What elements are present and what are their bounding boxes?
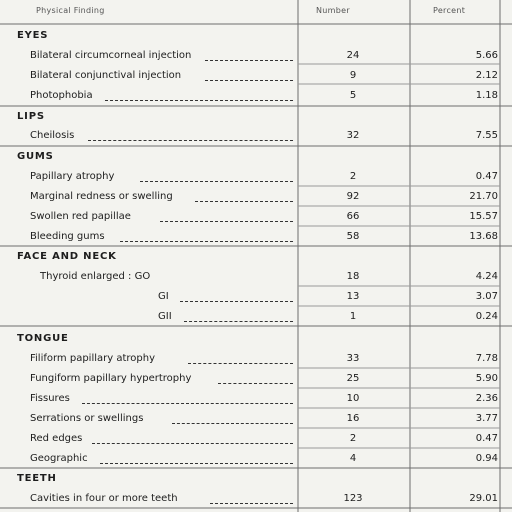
finding-percent: 0.94: [475, 453, 498, 464]
finding-label: GII: [158, 311, 172, 322]
table-row: [0, 47, 512, 65]
table-row: [0, 188, 512, 206]
finding-number: 123: [343, 493, 363, 504]
table-row: [0, 308, 512, 326]
finding-label: Cavities in four or more teeth: [30, 493, 178, 504]
table-row: [0, 208, 512, 226]
section-title-face-and-neck: FACE AND NECK: [17, 251, 117, 262]
finding-percent: 13.68: [469, 231, 498, 242]
finding-label: Fissures: [30, 393, 70, 404]
table-row: [0, 370, 512, 388]
finding-label: GI: [158, 291, 169, 302]
finding-number: 13: [346, 291, 360, 302]
section-title-gums: GUMS: [17, 151, 54, 162]
finding-percent: 3.77: [475, 413, 498, 424]
finding-label: Bilateral conjunctival injection: [30, 70, 182, 81]
section-title-eyes: EYES: [17, 30, 49, 41]
finding-number: 5: [349, 90, 357, 101]
header-finding: Physical Finding: [36, 6, 105, 15]
table-row: [0, 67, 512, 85]
finding-number: 66: [346, 211, 360, 222]
finding-label: Cheilosis: [30, 130, 75, 141]
finding-number: 32: [346, 130, 360, 141]
table-row: [0, 268, 512, 286]
finding-percent: 15.57: [469, 211, 498, 222]
table-row: [0, 87, 512, 105]
table-row: [0, 490, 512, 508]
table-row: [0, 127, 512, 145]
finding-number: 4: [349, 453, 357, 464]
finding-percent: 2.36: [475, 393, 498, 404]
finding-number: 2: [349, 433, 357, 444]
table-row: [0, 168, 512, 186]
finding-percent: 3.07: [475, 291, 498, 302]
table-row: [0, 228, 512, 246]
finding-number: 33: [346, 353, 360, 364]
finding-percent: 4.24: [475, 271, 498, 282]
section-title-tongue: TONGUE: [17, 333, 69, 344]
finding-label: Bleeding gums: [30, 231, 105, 242]
finding-label: Red edges: [30, 433, 83, 444]
finding-label: Bilateral circumcorneal injection: [30, 50, 192, 61]
finding-percent: 5.90: [475, 373, 498, 384]
table-row: [0, 430, 512, 448]
finding-percent: 0.47: [475, 433, 498, 444]
finding-label: Geographic: [30, 453, 88, 464]
finding-number: 1: [349, 311, 357, 322]
finding-label: Photophobia: [30, 90, 93, 101]
finding-number: 58: [346, 231, 360, 242]
finding-label: Swollen red papillae: [30, 211, 131, 222]
finding-label: Serrations or swellings: [30, 413, 144, 424]
finding-percent: 0.24: [475, 311, 498, 322]
finding-percent: 0.47: [475, 171, 498, 182]
finding-number: 16: [346, 413, 360, 424]
finding-label: Papillary atrophy: [30, 171, 115, 182]
finding-percent: 7.78: [475, 353, 498, 364]
finding-percent: 21.70: [469, 191, 498, 202]
finding-label: Thyroid enlarged : GO: [40, 271, 151, 282]
finding-number: 2: [349, 171, 357, 182]
section-title-teeth: TEETH: [17, 473, 57, 484]
section-title-lips: LIPS: [17, 111, 45, 122]
finding-number: 24: [346, 50, 360, 61]
finding-number: 92: [346, 191, 360, 202]
table-row: [0, 410, 512, 428]
finding-number: 9: [349, 70, 357, 81]
finding-percent: 7.55: [475, 130, 498, 141]
header-number: Number: [316, 6, 350, 15]
table-row: [0, 288, 512, 306]
table-row: [0, 390, 512, 408]
finding-label: Fungiform papillary hypertrophy: [30, 373, 192, 384]
finding-percent: 1.18: [475, 90, 498, 101]
finding-label: Filiform papillary atrophy: [30, 353, 156, 364]
finding-percent: 29.01: [469, 493, 498, 504]
table-row: [0, 350, 512, 368]
finding-number: 18: [346, 271, 360, 282]
finding-label: Marginal redness or swelling: [30, 191, 173, 202]
finding-percent: 5.66: [475, 50, 498, 61]
finding-percent: 2.12: [475, 70, 498, 81]
table-row: [0, 450, 512, 468]
finding-number: 10: [346, 393, 360, 404]
header-percent: Percent: [433, 6, 466, 15]
finding-number: 25: [346, 373, 360, 384]
